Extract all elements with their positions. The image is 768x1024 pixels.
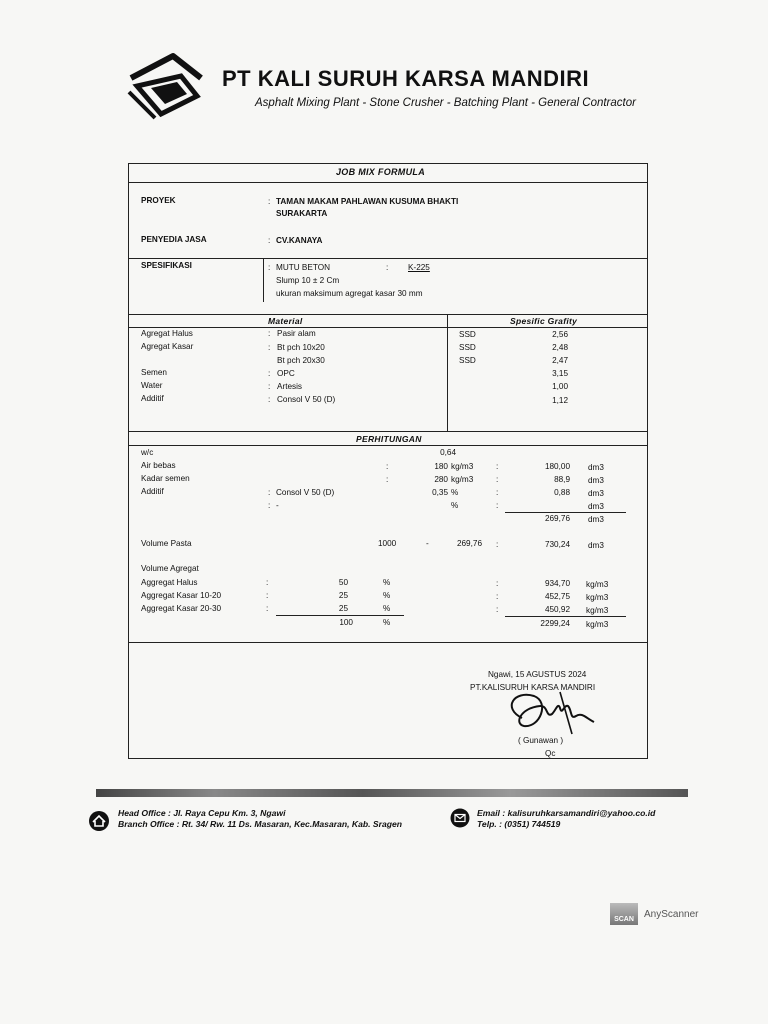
sg-value: 3,15 — [552, 369, 568, 378]
material-value: OPC — [277, 369, 295, 378]
agregat-label: Aggregat Halus — [141, 578, 198, 587]
wc-value: 0,64 — [440, 448, 456, 457]
form-title: JOB MIX FORMULA — [336, 167, 425, 177]
company-logo-icon — [127, 52, 205, 120]
ssd-label: SSD — [459, 330, 476, 339]
proyek-label: PROYEK — [141, 196, 176, 205]
agregat-pct: 25 — [338, 604, 348, 613]
material-label: Water — [141, 381, 163, 390]
material-label: Agregat Halus — [141, 329, 193, 338]
material-value: Pasir alam — [277, 329, 316, 338]
material-value: Artesis — [277, 382, 303, 391]
material-label: Agregat Kasar — [141, 342, 194, 351]
agregat-pct: 25 — [338, 591, 348, 600]
mutu-beton-value: K-225 — [408, 263, 430, 272]
material-value: Bt pch 20x30 — [277, 356, 325, 365]
air-bebas-value: 180 — [434, 462, 448, 471]
ssd-label: SSD — [459, 343, 476, 352]
agregat-result: 934,70 — [544, 579, 570, 588]
head-office: Head Office : Jl. Raya Cepu Km. 3, Ngawi — [118, 808, 286, 818]
signatory-company: PT.KALISURUH KARSA MANDIRI — [470, 683, 596, 692]
penyedia-label: PENYEDIA JASA — [141, 235, 207, 244]
subtotal-value: 269,76 — [544, 514, 570, 523]
sg-value: 2,47 — [552, 356, 568, 365]
agregat-result: 450,92 — [544, 605, 570, 614]
anyscanner-watermark — [610, 903, 698, 925]
material-value: Consol V 50 (D) — [277, 395, 336, 404]
additif-label: Additif — [141, 487, 164, 496]
scanner-label: AnyScanner — [644, 908, 699, 920]
additif-result: 0,88 — [554, 488, 570, 497]
kadar-semen-value: 280 — [434, 475, 448, 484]
volume-pasta-result: 730,24 — [544, 540, 570, 549]
perhitungan-header: PERHITUNGAN — [356, 434, 422, 444]
volume-agregat-label: Volume Agregat — [141, 564, 199, 573]
material-label: Additif — [141, 394, 164, 403]
agregat-result: 452,75 — [544, 592, 570, 601]
slump-spec: Slump 10 ± 2 Cm — [276, 276, 340, 285]
company-tagline: Asphalt Mixing Plant - Stone Crusher - Batching Plant - General Contractor — [255, 97, 636, 109]
signatory-name: ( Gunawan ) — [518, 736, 564, 745]
proyek-value: TAMAN MAKAM PAHLAWAN KUSUMA BHAKTI — [276, 197, 459, 206]
material-value: Bt pch 10x20 — [277, 343, 325, 352]
agregat-pct: 50 — [338, 578, 348, 587]
sg-value: 2,48 — [552, 343, 568, 352]
email-icon — [450, 808, 470, 828]
total-pct: 100 — [339, 618, 353, 627]
additif-name: Consol V 50 (D) — [276, 488, 335, 497]
footer-divider — [96, 789, 688, 797]
material-label: Semen — [141, 368, 167, 377]
air-bebas-label: Air bebas — [141, 461, 176, 470]
scanner-badge-icon: SCAN — [610, 903, 638, 925]
company-name: PT KALI SURUH KARSA MANDIRI — [222, 66, 590, 91]
agregat-label: Aggregat Kasar 20-30 — [141, 604, 222, 613]
penyedia-value: CV.KANAYA — [276, 236, 323, 245]
material-header: Material — [268, 316, 303, 326]
sg-value: 1,12 — [552, 396, 568, 405]
email-address: Email : kalisuruhkarsamandiri@yahoo.co.id — [477, 808, 656, 818]
branch-office: Branch Office : Rt. 34/ Rw. 11 Ds. Masaran, Kec.Masaran, Kab. Sragen — [118, 819, 403, 829]
wc-label: w/c — [141, 448, 154, 457]
mutu-beton-label: MUTU BETON — [276, 263, 330, 272]
volume-pasta-label: Volume Pasta — [141, 539, 192, 548]
kadar-semen-label: Kadar semen — [141, 474, 190, 483]
ssd-label: SSD — [459, 356, 476, 365]
signature-icon — [500, 688, 600, 736]
additif-value: 0,35 — [432, 488, 448, 497]
ukuran-agregat-spec: ukuran maksimum agregat kasar 30 mm — [276, 289, 423, 298]
sg-value: 1,00 — [552, 382, 568, 391]
total-result: 2299,24 — [540, 619, 570, 628]
sg-value: 2,56 — [552, 330, 568, 339]
agregat-label: Aggregat Kasar 10-20 — [141, 591, 222, 600]
spesifikasi-label: SPESIFIKASI — [141, 261, 192, 270]
place-date: Ngawi, 15 AGUSTUS 2024 — [488, 670, 587, 679]
kadar-semen-result: 88,9 — [554, 475, 570, 484]
air-bebas-result: 180,00 — [544, 462, 570, 471]
specific-gravity-header: Spesific Grafity — [510, 316, 578, 326]
telephone: Telp. : (0351) 744519 — [477, 819, 561, 829]
proyek-value-line2: SURAKARTA — [276, 209, 328, 218]
home-icon — [88, 810, 110, 832]
signatory-role: Qc — [545, 749, 556, 758]
